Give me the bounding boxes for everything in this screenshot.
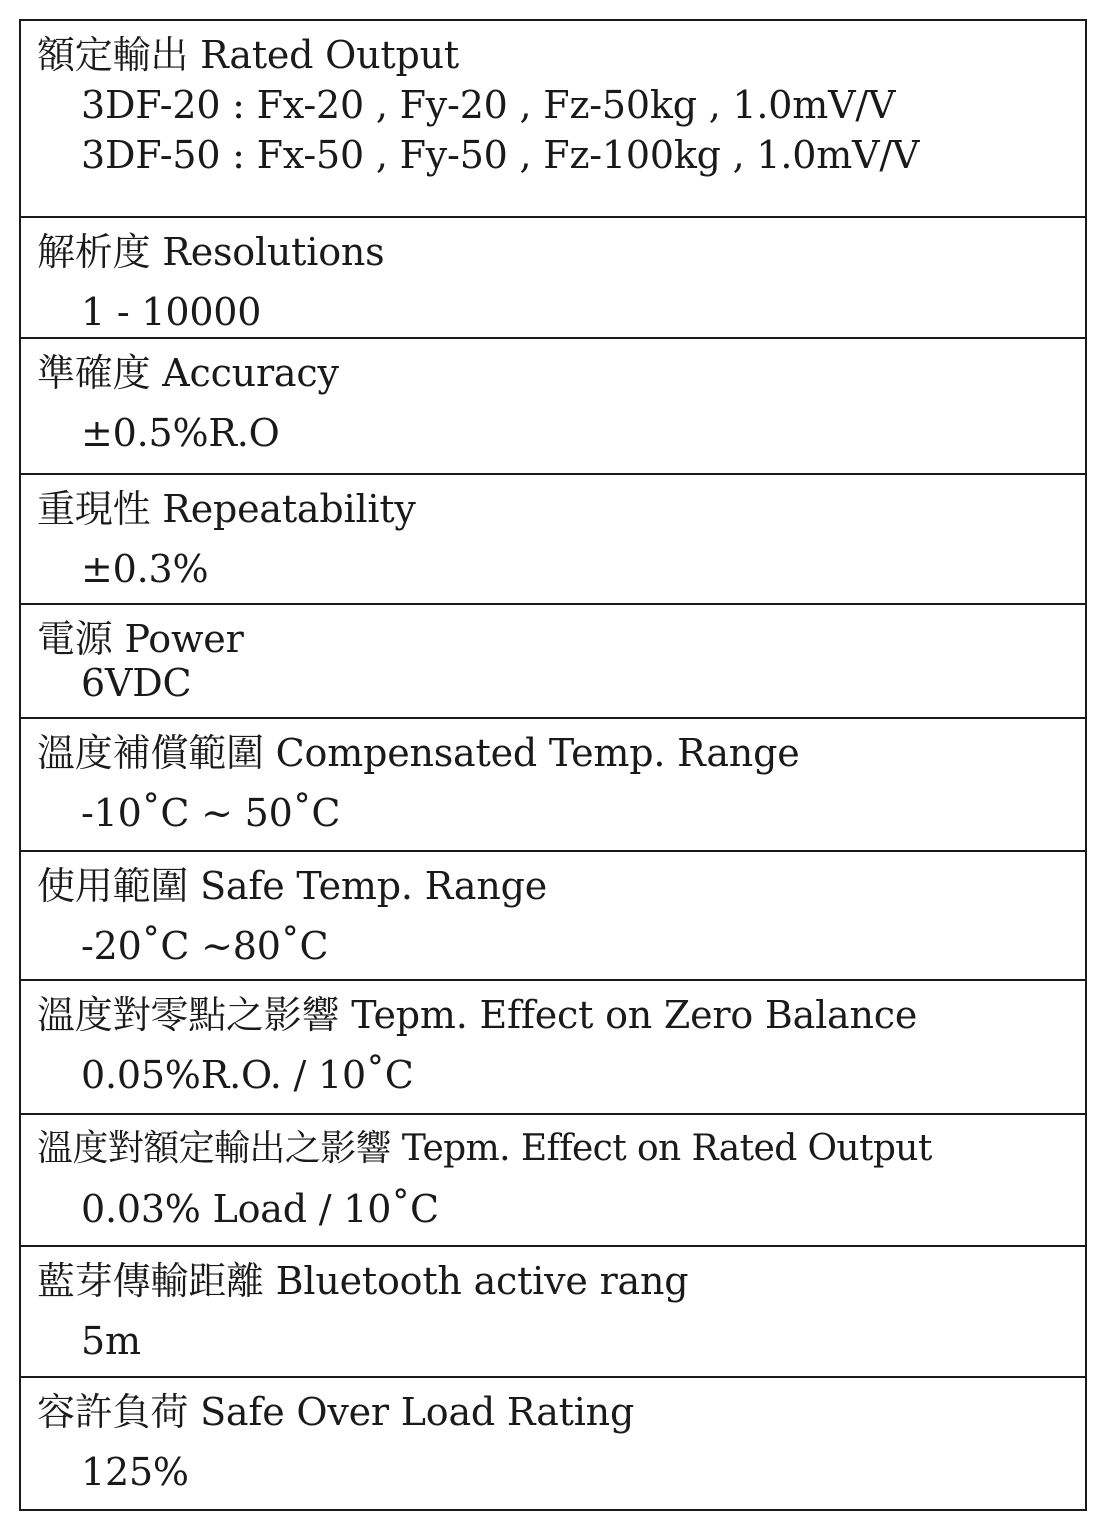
spec-row-power (21, 603, 1085, 717)
spec-value-resolutions: 1 - 10000 (81, 290, 262, 334)
spec-value-accuracy: ±0.5%R.O (81, 411, 280, 455)
spec-value-compensated-temp-range: -10˚C ~ 50˚C (81, 791, 341, 835)
spec-label-power: 電源 Power (37, 617, 244, 661)
spec-value-3df-50: 3DF-50 : Fx-50 , Fy-50 , Fz-100kg , 1.0mV/V (81, 133, 920, 177)
spec-value-repeatability: ±0.3% (81, 547, 209, 591)
spec-value-safe-over-load: 125% (81, 1450, 189, 1494)
spec-label-rated-output-effect: 溫度對額定輸出之影響 Tepm. Effect on Rated Output (37, 1128, 932, 1169)
spec-value-3df-20: 3DF-20 : Fx-20 , Fy-20 , Fz-50kg , 1.0mV/V (81, 83, 896, 127)
spec-row-rated-output (21, 21, 1085, 216)
spec-label-repeatability: 重現性 Repeatability (37, 487, 416, 531)
spec-label-safe-temp-range: 使用範圍 Safe Temp. Range (37, 864, 548, 908)
spec-row-safe-over-load (21, 1376, 1085, 1509)
spec-row-zero-balance-effect (21, 979, 1085, 1113)
spec-row-resolutions (21, 216, 1085, 337)
spec-table (19, 19, 1087, 1511)
spec-value-zero-balance-effect: 0.05%R.O. / 10˚C (81, 1053, 414, 1097)
spec-row-compensated-temp-range (21, 717, 1085, 850)
spec-row-safe-temp-range (21, 850, 1085, 979)
spec-value-bluetooth-range: 5m (81, 1319, 141, 1363)
spec-row-bluetooth-range (21, 1245, 1085, 1376)
spec-label-bluetooth-range: 藍芽傳輸距離 Bluetooth active rang (37, 1259, 689, 1303)
spec-label-compensated-temp-range: 溫度補償範圍 Compensated Temp. Range (37, 731, 800, 775)
spec-label-accuracy: 準確度 Accuracy (37, 351, 339, 395)
spec-label-resolutions: 解析度 Resolutions (37, 230, 385, 274)
spec-row-accuracy (21, 337, 1085, 473)
spec-value-safe-temp-range: -20˚C ~80˚C (81, 924, 329, 968)
spec-label-zero-balance-effect: 溫度對零點之影響 Tepm. Effect on Zero Balance (37, 993, 918, 1037)
spec-row-repeatability (21, 473, 1085, 603)
spec-value-power: 6VDC (81, 661, 192, 705)
spec-row-rated-output-effect (21, 1113, 1085, 1245)
spec-value-rated-output-effect: 0.03% Load / 10˚C (81, 1187, 439, 1231)
spec-label-rated-output: 額定輸出 Rated Output (37, 33, 459, 77)
spec-label-safe-over-load: 容許負荷 Safe Over Load Rating (37, 1390, 635, 1434)
